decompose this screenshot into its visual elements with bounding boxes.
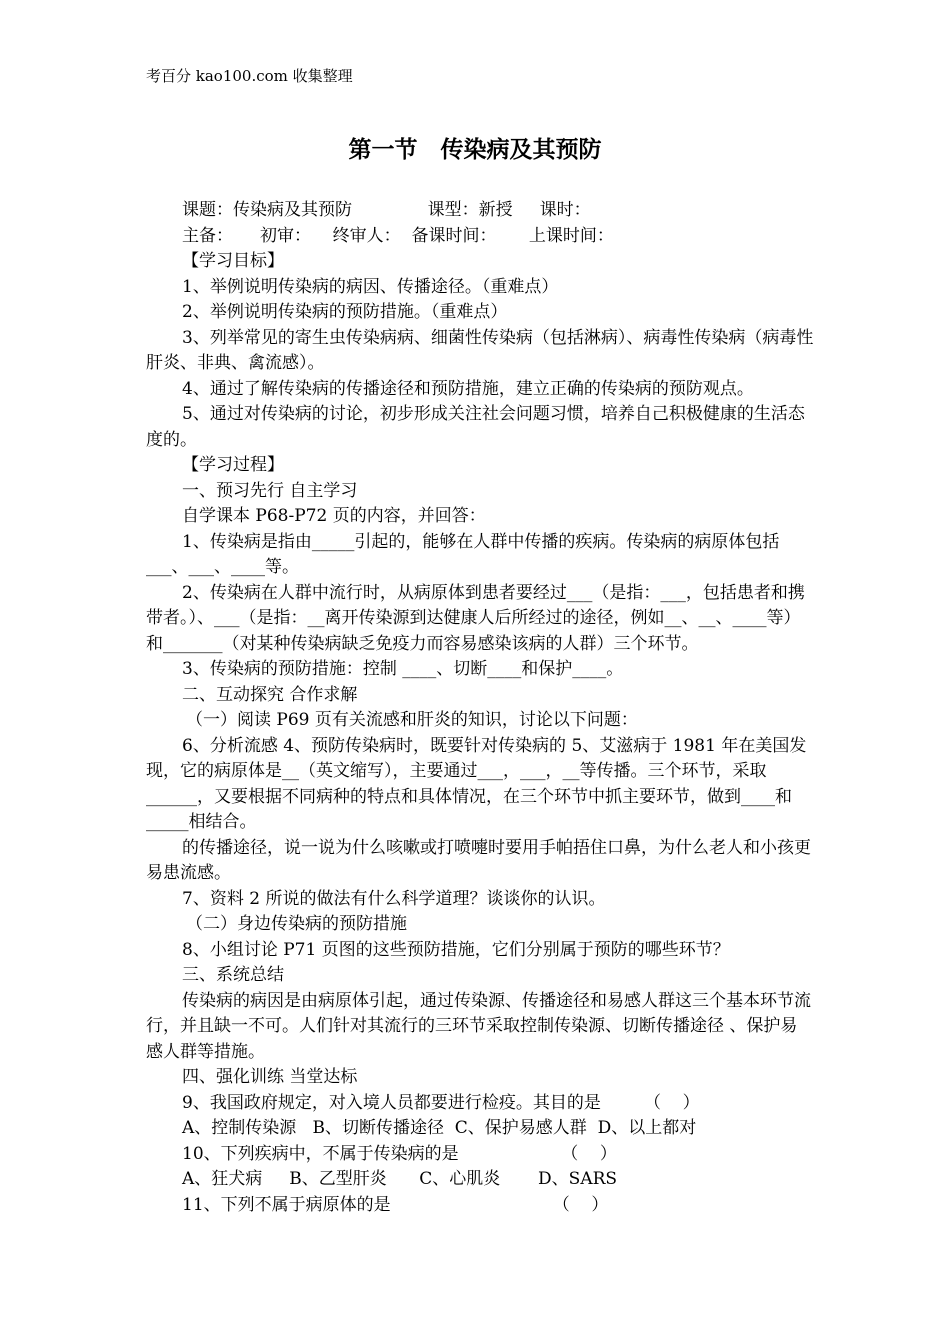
objective-item: 2、举例说明传染病的预防措施。（重难点）	[182, 302, 508, 322]
question-9: 9、我国政府规定，对入境人员都要进行检疫。其目的是 （ ）	[182, 1092, 700, 1113]
question-10-options: A、狂犬病 B、乙型肝炎 C、心肌炎 D、SARS	[182, 1169, 618, 1189]
question-2: 2、传染病在人群中流行时，从病原体到患者要经过___（是指：___，包括患者和携带者。）、___（是指：__离开传染源到达健康人后所经过的途径，例如__、__、____等）和_______（对某种传染病缺乏免疫力而容易感染该病的人群）三个环节。	[146, 582, 805, 654]
process-heading: 【学习过程】	[182, 455, 284, 475]
section-title: 二、互动探究 合作求解	[182, 684, 358, 705]
meta-line-2: 主备： 初审： 终审人： 备课时间： 上课时间：	[182, 225, 614, 246]
subsection-title: （一）阅读 P69 页有关流感和肝炎的知识，讨论以下问题：	[186, 710, 638, 730]
objective-item: 5、通过对传染病的讨论，初步形成关注社会问题习惯，培养自己积极健康的生活态度的。	[146, 404, 805, 450]
page-title: 第一节 传染病及其预防	[348, 137, 602, 163]
objective-item: 1、举例说明传染病的病因、传播途径。（重难点）	[182, 276, 559, 297]
summary-paragraph: 传染病的病因是由病原体引起，通过传染源、传播途径和易感人群这三个基本环节流行，并且缺一不可。人们针对其流行的三环节采取控制传染源、切断传播途径 、保护易感人群等措施。	[146, 990, 811, 1062]
question-6: 6、分析流感 4、预防传染病时，既要针对传染病的 5、艾滋病于 1981 年在美国发现，它的病原体是__（英文缩写），主要通过___，___，__等传播。三个环节，采取______，又要根据不同病种的特点和具体情况，在三个环节中抓主要环节，做到____和_____相结合。	[146, 735, 807, 832]
section-intro: 自学课本 P68-P72 页的内容，并回答：	[182, 506, 486, 526]
question-6-continued: 的传播途径，说一说为什么咳嗽或打喷嚏时要用手帕捂住口鼻，为什么老人和小孩更易患流感。	[146, 837, 811, 883]
question-8: 8、小组讨论 P71 页图的这些预防措施，它们分别属于预防的哪些环节？	[182, 939, 730, 960]
question-10: 10、下列疾病中，不属于传染病的是 （ ）	[182, 1143, 617, 1164]
question-11: 11、下列不属于病原体的是 （ ）	[182, 1194, 609, 1215]
section-title: 四、强化训练 当堂达标	[182, 1067, 358, 1087]
section-title: 一、预习先行 自主学习	[182, 480, 358, 501]
subsection-title: （二）身边传染病的预防措施	[186, 914, 407, 934]
objective-item: 4、通过了解传染病的传播途径和预防措施，建立正确的传染病的预防观点。	[182, 378, 754, 399]
objectives-heading: 【学习目标】	[182, 251, 284, 271]
question-3: 3、传染病的预防措施：控制 ____、切断____和保护____。	[182, 659, 624, 679]
meta-line-1: 课题：传染病及其预防 课型：新授 课时：	[182, 200, 591, 220]
section-title: 三、系统总结	[182, 965, 284, 985]
question-9-options: A、控制传染源 B、切断传播途径 C、保护易感人群 D、以上都对	[182, 1118, 697, 1138]
document-body	[146, 198, 814, 1218]
question-7: 7、资料 2 所说的做法有什么科学道理？谈谈你的认识。	[182, 888, 606, 909]
objective-item: 3、列举常见的寄生虫传染病病、细菌性传染病（包括淋病）、病毒性传染病（病毒性肝炎、非典、禽流感）。	[146, 327, 814, 373]
question-1: 1、传染病是指由_____引起的，能够在人群中传播的疾病。传染病的病原体包括___、___、____等。	[146, 531, 780, 577]
source-note: 考百分 kao100.com 收集整理	[146, 67, 353, 85]
